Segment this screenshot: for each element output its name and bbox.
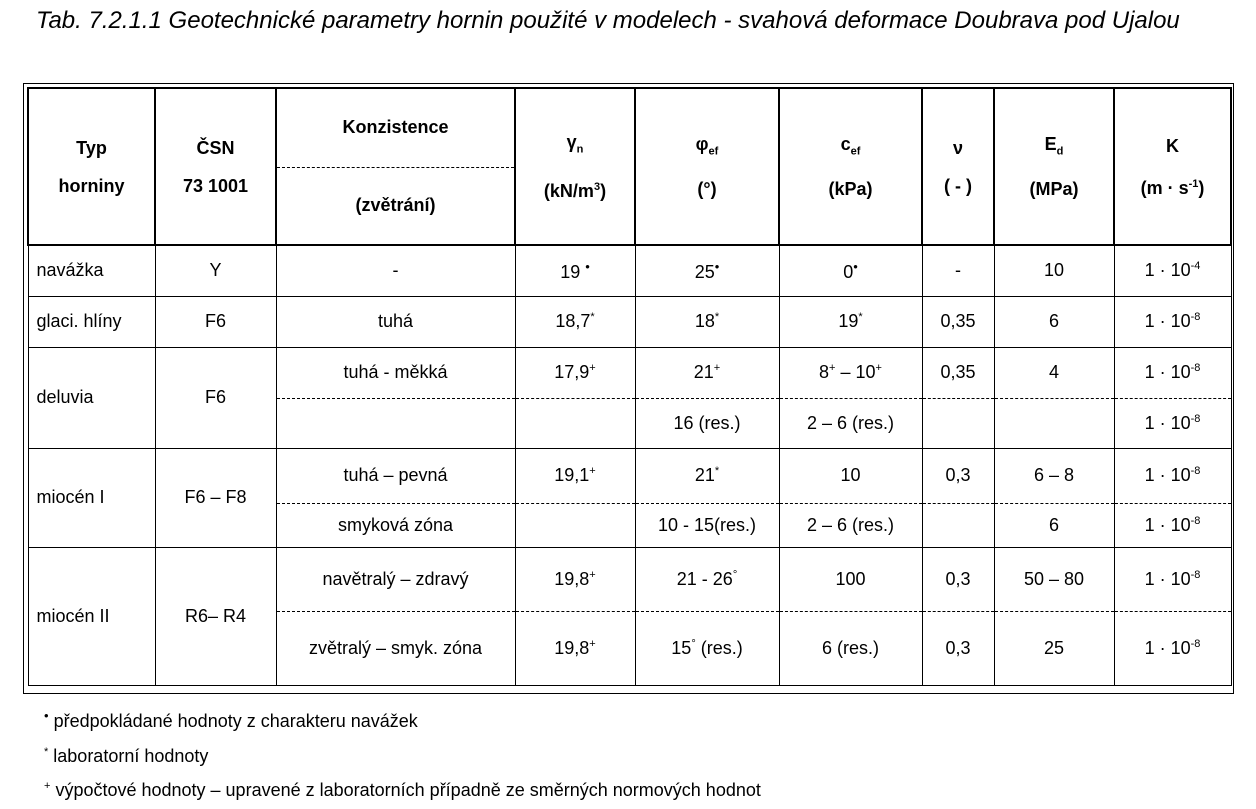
cell-typ: glaci. hlíny <box>28 296 155 347</box>
cell-e: 6 <box>994 296 1114 347</box>
header-zvetrani: (zvětrání) <box>276 167 515 245</box>
cell-konzistence: zvětralý – smyk. zóna <box>276 611 515 685</box>
cell-c: 6 (res.) <box>779 611 922 685</box>
cell-phi: 15° (res.) <box>635 611 779 685</box>
cell-konzistence: tuhá – pevná <box>276 448 515 503</box>
cell-gamma: 19,8+ <box>515 547 635 611</box>
cell-phi: 21* <box>635 448 779 503</box>
table-frame <box>23 83 1234 694</box>
cell-c: 2 – 6 (res.) <box>779 398 922 448</box>
cell-nu: 0,35 <box>922 296 994 347</box>
cell-phi: 16 (res.) <box>635 398 779 448</box>
cell-nu: 0,35 <box>922 347 994 398</box>
cell-k: $1 \cdot 10^{-8}$ <box>1114 547 1231 611</box>
cell-konzistence <box>276 398 515 448</box>
footnote-estimated: • předpokládané hodnoty z charakteru navážek <box>44 708 418 731</box>
cell-gamma: 18,7* <box>515 296 635 347</box>
cell-konzistence: tuhá <box>276 296 515 347</box>
cell-c: 8+ – 10+ <box>779 347 922 398</box>
header-typ: Typ horniny <box>28 88 155 245</box>
cell-csn: F6 <box>155 347 276 448</box>
cell-nu: 0,3 <box>922 547 994 611</box>
cell-k: $1 \cdot 10^{-8}$ <box>1114 503 1231 547</box>
cell-k: $1 \cdot 10^{-8}$ <box>1114 296 1231 347</box>
header-k: K $(m \cdot s^{-1})$ <box>1114 88 1231 245</box>
footnote-calculated: + výpočtové hodnoty – upravené z laboratorních případně ze směrných normových hodnot <box>44 780 761 800</box>
table-row <box>28 245 1231 296</box>
cell-csn: F6 – F8 <box>155 448 276 547</box>
cell-e: 50 – 80 <box>994 547 1114 611</box>
cell-gamma: 19,1+ <box>515 448 635 503</box>
cell-phi: 21 - 26° <box>635 547 779 611</box>
cell-c: 2 – 6 (res.) <box>779 503 922 547</box>
footnote-laboratory: * laboratorní hodnoty <box>44 746 209 766</box>
cell-csn: F6 <box>155 296 276 347</box>
cell-e: 6 <box>994 503 1114 547</box>
cell-nu: 0,3 <box>922 448 994 503</box>
table-row <box>28 296 1231 347</box>
cell-gamma: 17,9+ <box>515 347 635 398</box>
header-e: $E_d$ (MPa) <box>994 88 1114 245</box>
table-row <box>28 547 1231 611</box>
cell-konzistence: - <box>276 245 515 296</box>
header-gamma: $\gamma_n$ $(kN/m^3)$ <box>515 88 635 245</box>
cell-typ: navážka <box>28 245 155 296</box>
cell-k: $1 \cdot 10^{-8}$ <box>1114 448 1231 503</box>
cell-k: $1 \cdot 10^{-8}$ <box>1114 347 1231 398</box>
header-c: $c_{ef}$ (kPa) <box>779 88 922 245</box>
cell-konzistence: tuhá - měkká <box>276 347 515 398</box>
cell-c: 100 <box>779 547 922 611</box>
table-row <box>28 347 1231 398</box>
cell-phi: 10 - 15(res.) <box>635 503 779 547</box>
cell-csn: R6– R4 <box>155 547 276 685</box>
cell-e: 10 <box>994 245 1114 296</box>
cell-e: 25 <box>994 611 1114 685</box>
cell-gamma <box>515 398 635 448</box>
cell-c: 19* <box>779 296 922 347</box>
cell-nu <box>922 503 994 547</box>
cell-gamma: 19 • <box>515 245 635 296</box>
cell-phi: 18* <box>635 296 779 347</box>
cell-typ: miocén II <box>28 547 155 685</box>
cell-nu <box>922 398 994 448</box>
cell-e: 6 – 8 <box>994 448 1114 503</box>
cell-c: 10 <box>779 448 922 503</box>
cell-k: $1 \cdot 10^{-4}$ <box>1114 245 1231 296</box>
cell-e <box>994 398 1114 448</box>
cell-typ: deluvia <box>28 347 155 448</box>
cell-csn: Y <box>155 245 276 296</box>
cell-k: $1 \cdot 10^{-8}$ <box>1114 398 1231 448</box>
header-csn: ČSN 73 1001 <box>155 88 276 245</box>
cell-konzistence: navětralý – zdravý <box>276 547 515 611</box>
header-nu: ν ( - ) <box>922 88 994 245</box>
table-caption: Tab. 7.2.1.1 Geotechnické parametry hornin použité v modelech - svahová deformace Doubrava pod Ujalou <box>36 7 1180 34</box>
cell-gamma <box>515 503 635 547</box>
cell-c: 0• <box>779 245 922 296</box>
cell-nu: 0,3 <box>922 611 994 685</box>
cell-konzistence: smyková zóna <box>276 503 515 547</box>
header-konzistence: Konzistence <box>276 88 515 167</box>
cell-k: $1 \cdot 10^{-8}$ <box>1114 611 1231 685</box>
cell-phi: 25• <box>635 245 779 296</box>
cell-e: 4 <box>994 347 1114 398</box>
header-phi: $\varphi_{ef}$ (°) <box>635 88 779 245</box>
parameters-table <box>27 87 1232 686</box>
table-row <box>28 448 1231 503</box>
cell-phi: 21+ <box>635 347 779 398</box>
cell-nu: - <box>922 245 994 296</box>
cell-typ: miocén I <box>28 448 155 547</box>
cell-gamma: 19,8+ <box>515 611 635 685</box>
